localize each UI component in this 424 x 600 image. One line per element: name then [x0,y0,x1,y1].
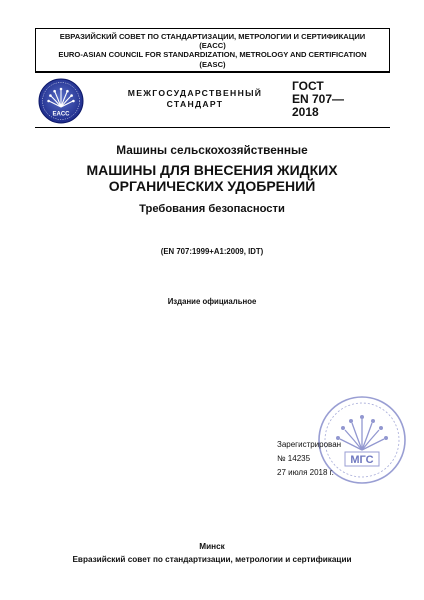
council-abbr-ru: (EACC) [199,41,226,51]
standard-type-line2: СТАНДАРТ [166,99,224,109]
council-abbr-en: (EASC) [199,59,226,69]
publisher-name: Евразийский совет по стандартизации, метрологии и сертификации [72,555,352,564]
main-title-line1: МАШИНЫ ДЛЯ ВНЕСЕНИЯ ЖИДКИХ [86,162,338,178]
eacc-logo-icon [38,78,84,124]
logo-text: EACC [52,111,70,118]
registration-label: Зарегистрирован [277,440,342,449]
standard-type [110,88,280,110]
standard-year: 2018 [292,105,319,119]
standard-number: EN 707— [292,92,345,106]
top-divider [35,72,390,73]
reference-standard: (EN 707:1999+A1:2009, IDT) [160,247,264,256]
council-name-ru: ЕВРАЗИЙСКИЙ СОВЕТ ПО СТАНДАРТИЗАЦИИ, МЕТРОЛОГИИ И СЕРТИФИКАЦИИ [59,32,366,41]
title-subtitle: Требования безопасности [139,203,285,215]
registration-number: № 14235 [277,454,311,463]
council-header-box [35,28,390,72]
registration-date: 27 июля 2018 г. [277,468,334,477]
bottom-divider [35,127,390,128]
standard-type-line1: МЕЖГОСУДАРСТВЕННЫЙ [127,88,263,98]
title-category: Машины сельскохозяйственные [116,143,308,157]
gost-label: ГОСТ [292,79,324,93]
registration-block [277,438,397,480]
main-title-line2: ОРГАНИЧЕСКИХ УДОБРЕНИЙ [108,178,316,194]
edition-label: Издание официальное [167,297,257,306]
council-name-en: EURO-ASIAN COUNCIL FOR STANDARDIZATION, METROLOGY AND CERTIFICATION [58,50,367,60]
stamp-text: МГС [350,454,374,466]
main-title [0,162,424,194]
standard-designation [292,80,382,119]
publication-city: Минск [199,542,225,551]
